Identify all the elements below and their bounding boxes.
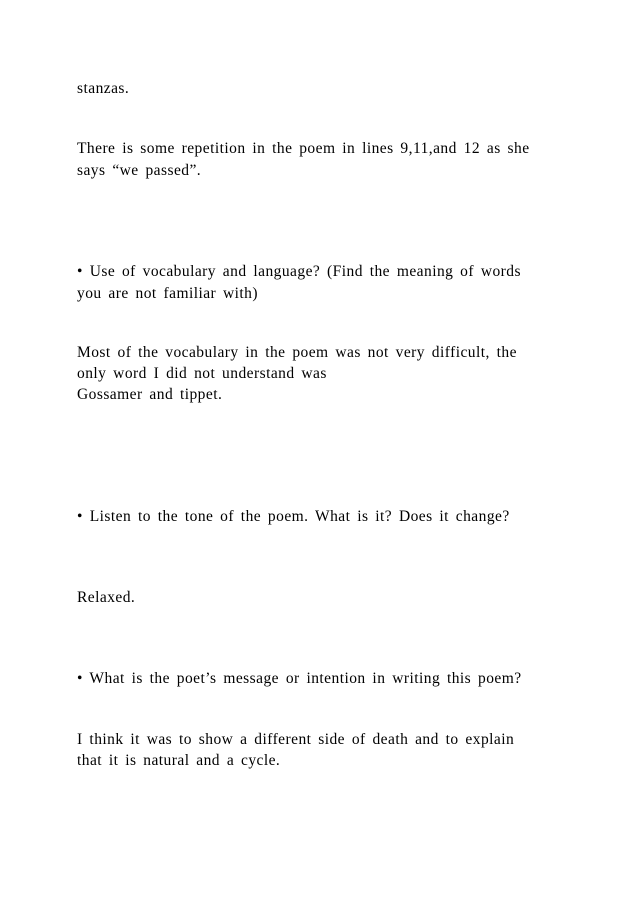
answer-message-1: I think it was to show a different side of death and to explain [77,731,515,748]
text-line-stanzas: stanzas. [77,80,130,97]
question-tone: • Listen to the tone of the poem. What is it? Does it change? [77,508,510,525]
answer-vocabulary-2: only word I did not understand was [77,365,327,382]
text-line-repetition: There is some repetition in the poem in lines 9,11,and 12 as she [77,140,530,157]
question-vocabulary-cont: you are not familiar with) [77,285,258,302]
question-message: • What is the poet’s message or intention in writing this poem? [77,670,522,687]
answer-message-2: that it is natural and a cycle. [77,752,281,769]
answer-vocabulary-1: Most of the vocabulary in the poem was not very difficult, the [77,344,517,361]
text-line-we-passed: says “we passed”. [77,162,202,179]
answer-tone: Relaxed. [77,589,136,606]
question-vocabulary: • Use of vocabulary and language? (Find the meaning of words [77,263,521,280]
answer-vocabulary-3: Gossamer and tippet. [77,386,223,403]
